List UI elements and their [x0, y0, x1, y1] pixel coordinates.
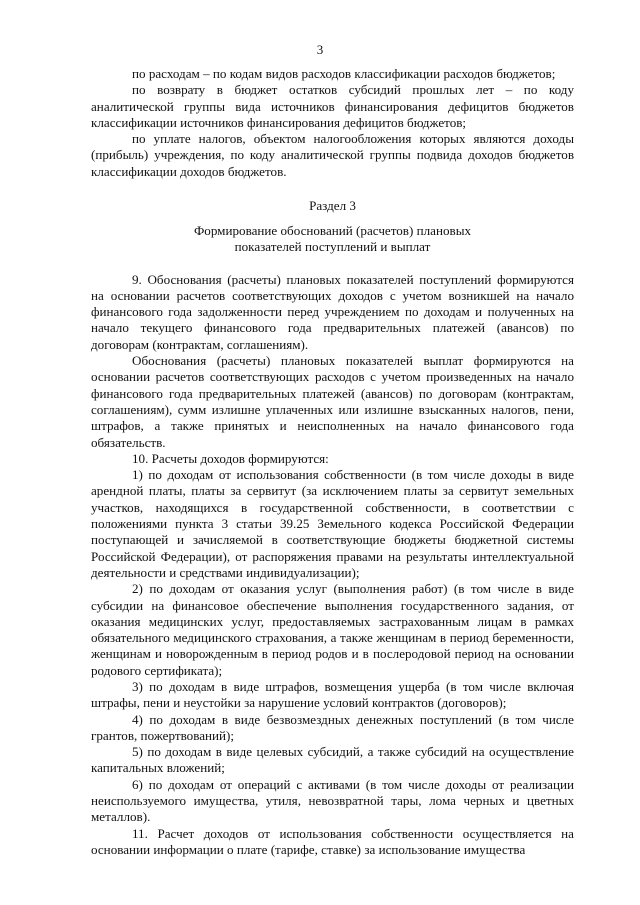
- paragraph: 11. Расчет доходов от использования собственности осуществляется на основании информации о плате (тарифе, ставке) за использование имущества: [91, 825, 574, 857]
- paragraph: 9. Обоснования (расчеты) плановых показателей поступлений формируются на основании расчетов соответствующих доходов с учетом возникшей на начало финансового года задолженности перед учреждением по доходам и полученных на начало текущего финансового года предварительных платежей (авансов) по договорам (контрактам, соглашениям).: [91, 271, 574, 352]
- page-number: 3: [316, 42, 324, 57]
- section-title-line: Формирование обоснований (расчетов) плановых: [193, 222, 472, 238]
- paragraph: 3) по доходам в виде штрафов, возмещения ущерба (в том числе включая штрафы, пени и неустойки за нарушение условий контрактов (договоров);: [91, 679, 574, 711]
- paragraph: Обоснования (расчеты) плановых показателей выплат формируются на основании расчетов соответствующих расходов с учетом произведенных на начало финансового года предварительных платежей (авансов) по договорам (контрактам, соглашениям), сумм излишне уплаченных или излишне взысканных налогов, пени, штрафов, а также принятых и неисполненных на начало финансового года обязательств.: [91, 353, 574, 450]
- paragraph: 4) по доходам в виде безвозмездных денежных поступлений (в том числе грантов, пожертвований);: [91, 711, 574, 743]
- paragraph: по уплате налогов, объектом налогообложения которых являются доходы (прибыль) учреждения, по коду аналитической группы подвида доходов бюджетов классификации доходов бюджетов.: [91, 131, 574, 179]
- paragraph: 2) по доходам от оказания услуг (выполнения работ) (в том числе в виде субсидии на финансовое обеспечение выполнения государственного задания, от оказания медицинских услуг, предоставляемых застрахованным лицам в рамках обязательного медицинского страхования, а также женщинам в период беременности, женщинам и новорожденным в период родов и в послеродовой период на основании родового сертификата);: [91, 581, 574, 678]
- paragraph: 1) по доходам от использования собственности (в том числе доходы в виде арендной платы, платы за сервитут (за исключением платы за сервитут земельных участков, находящихся в государственной собственности, в соответствии с положениями пункта 3 статьи 39.25 Земельного кодекса Российской Федерации поступающей и зачисляемой в соответствующие бюджеты бюджетной системы Российской Федерации), от распоряжения правами на результаты интеллектуальной деятельности и средствами индивидуализации);: [91, 467, 574, 580]
- document-body: [91, 66, 574, 858]
- paragraph: по расходам – по кодам видов расходов классификации расходов бюджетов;: [132, 66, 556, 81]
- section-number: Раздел 3: [309, 198, 356, 214]
- paragraph: 6) по доходам от операций с активами (в том числе доходы от реализации неиспользуемого имущества, утиля, невозвратной тары, лома черных и цветных металлов).: [91, 776, 574, 825]
- section-title-line: показателей поступлений и выплат: [234, 239, 431, 255]
- section-heading: [91, 198, 574, 256]
- paragraph: 5) по доходам в виде целевых субсидий, а также субсидий на осуществление капитальных вложений;: [91, 744, 574, 776]
- paragraph: по возврату в бюджет остатков субсидий прошлых лет – по коду аналитической группы вида источников финансирования дефицитов бюджетов классификации источников финансирования дефицитов бюджетов;: [91, 82, 574, 130]
- paragraph: 10. Расчеты доходов формируются:: [132, 450, 329, 466]
